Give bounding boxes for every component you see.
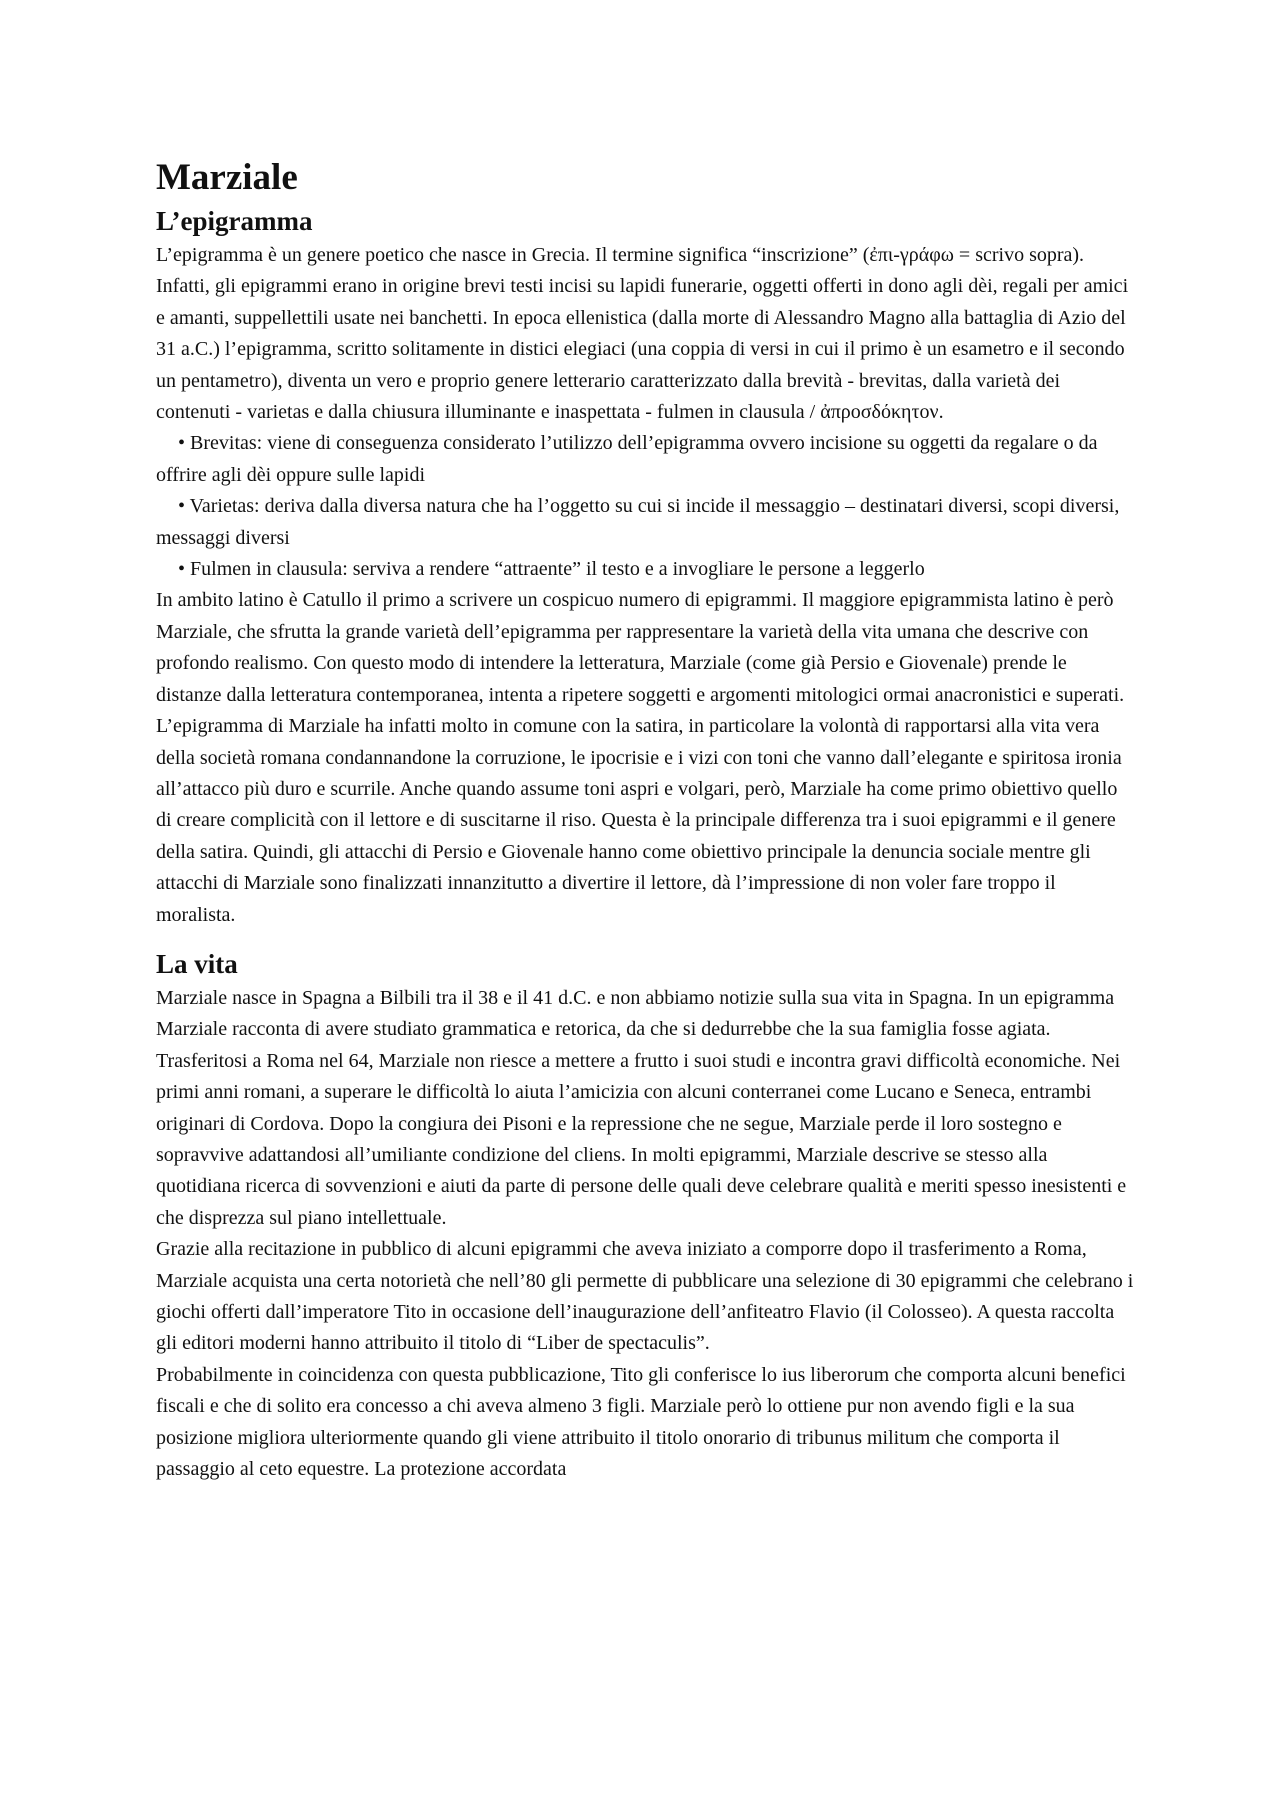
epigramma-body-paragraph: In ambito latino è Catullo il primo a scrivere un cospicuo numero di epigrammi. Il maggiore epigrammista latino è però Marziale, che sfrutta la grande varietà dell’epigramma per rappresentare la varietà della vita umana che descrive con profondo realismo. Con questo modo di intendere la letteratura, Marziale (come già Persio e Giovenale) prende le distanze dalla letteratura contemporanea, intenta a ripetere soggetti e argomenti mitologici ormai anacronistici e superati. L’epigramma di Marziale ha infatti molto in comune con la satira, in particolare la volontà di rapportarsi alla vita vera della società romana condannandone la corruzione, le ipocrisie e i vizi con toni che vanno dall’elegante e spiritosa ironia all’attacco più duro e scurrile. Anche quando assume toni aspri e volgari, però, Marziale ha come primo obiettivo quello di creare complicità con il lettore e di suscitarne il riso. Questa è la principale differenza tra i suoi epigrammi e il genere della satira. Quindi, gli attacchi di Persio e Giovenale hanno come obiettivo principale la denuncia sociale mentre gli attacchi di Marziale sono finalizzati innanzitutto a divertire il lettore, dà l’impressione di non voler fare troppo il moralista. [156,589,1125,926]
epigramma-features-list [156,428,1136,585]
bullet-text: Varietas: deriva dalla diversa natura che ha l’oggetto su cui si incide il messaggio – destinatari diversi, scopi diversi, messaggi diversi [156,495,1120,549]
vita-paragraph: Grazie alla recitazione in pubblico di alcuni epigrammi che aveva iniziato a comporre dopo il trasferimento a Roma, Marziale acquista una certa notorietà che nell’80 gli permette di pubblicare una selezione di 30 epigrammi che celebrano i giochi offerti dall’imperatore Tito in occasione dell’inaugurazione dell’anfiteatro Flavio (il Colosseo). A questa raccolta gli editori moderni hanno attribuito il titolo di “Liber de spectaculis”. [156,1238,1134,1355]
section-heading-epigramma: L’epigramma [156,206,313,236]
vita-paragraph: Marziale nasce in Spagna a Bilbili tra il 38 e il 41 d.C. e non abbiamo notizie sulla sua vita in Spagna. In un epigramma Marziale racconta di avere studiato grammatica e retorica, da che si dedurrebbe che la sua famiglia fosse agiata. Trasferitosi a Roma nel 64, Marziale non riesce a mettere a frutto i suoi studi e incontra gravi difficoltà economiche. Nei primi anni romani, a superare le difficoltà lo aiuta l’amicizia con alcuni conterranei come Lucano e Seneca, entrambi originari di Cordova. Dopo la congiura dei Pisoni e la repressione che ne segue, Marziale perde il loro sostegno e sopravvive adattandosi all’umiliante condizione del cliens. In molti epigrammi, Marziale descrive se stesso alla quotidiana ricerca di sovvenzioni e aiuti da parte di persone delle quali deve celebrare qualità e meriti spesso inesistenti e che disprezza sul piano intellettuale. [156,986,1127,1229]
bullet-text: Brevitas: viene di conseguenza considerato l’utilizzo dell’epigramma ovvero incisione su oggetti da regalare o da offrire agli dèi oppure sulle lapidi [156,432,1098,486]
vita-paragraph: Probabilmente in coincidenza con questa pubblicazione, Tito gli conferisce lo ius liberorum che comporta alcuni benefici fiscali e che di solito era concesso a chi aveva almeno 3 figli. Marziale però lo ottiene pur non avendo figli e la sua posizione migliora ulteriormente quando gli viene attribuito il titolo onorario di tribunus militum che comporta il passaggio al ceto equestre. La protezione accordata [156,1363,1126,1481]
list-item: • Varietas: deriva dalla diversa natura che ha l’oggetto su cui si incide il messaggio – destinatari diversi, scopi diversi, messaggi diversi [156,495,1120,549]
document-title: Marziale [156,157,298,198]
list-item: • Brevitas: viene di conseguenza considerato l’utilizzo dell’epigramma ovvero incisione su oggetti da regalare o da offrire agli dèi oppure sulle lapidi [156,432,1098,486]
document-page [156,156,1136,1485]
bullet-text: Fulmen in clausula: serviva a rendere “attraente” il testo e a invogliare le persone a leggerlo [190,558,925,581]
section-heading-vita: La vita [156,948,238,979]
epigramma-intro-paragraph: L’epigramma è un genere poetico che nasce in Grecia. Il termine significa “inscrizione” (ἐπι-γράφω = scrivo sopra). Infatti, gli epigrammi erano in origine brevi testi incisi su lapidi funerarie, oggetti offerti in dono agli dèi, regali per amici e amanti, suppellettili usate nei banchetti. In epoca ellenistica (dalla morte di Alessandro Magno alla battaglia di Azio del 31 a.C.) l’epigramma, scritto solitamente in distici elegiaci (una coppia di versi in cui il primo è un esametro e il secondo un pentametro), diventa un vero e proprio genere letterario caratterizzato dalla brevità - brevitas, dalla varietà dei contenuti - varietas e dalla chiusura illuminante e inaspettata - fulmen in clausula / ἀπροσδόκητον. [156,244,1129,424]
list-item: • Fulmen in clausula: serviva a rendere “attraente” il testo e a invogliare le persone a leggerlo [178,558,925,581]
